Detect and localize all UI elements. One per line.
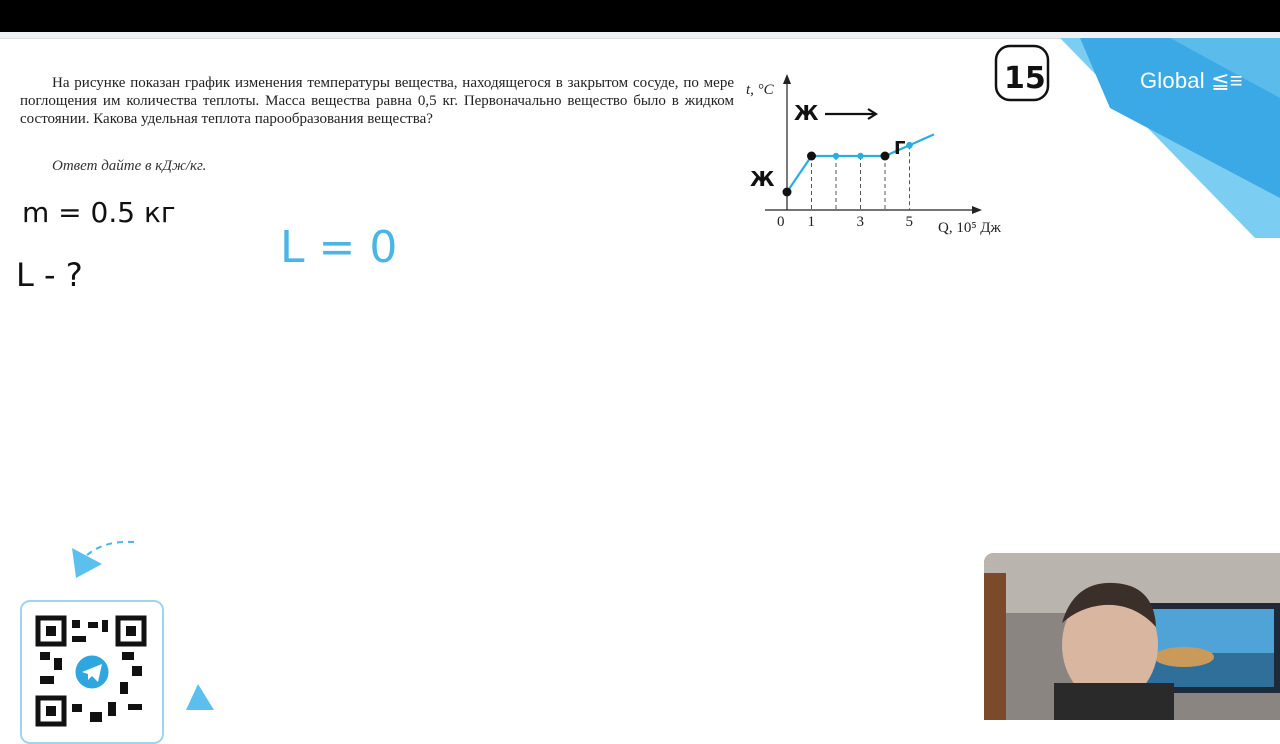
marker-liquid: Ж — [750, 167, 775, 191]
telegram-icon — [72, 652, 112, 692]
x-axis-arrow — [972, 206, 982, 214]
given-mass: m = 0.5 кг — [22, 196, 176, 229]
data-point — [833, 153, 839, 159]
x-tick-label: 1 — [807, 214, 815, 230]
brand-logo: Global ≦≡ — [1140, 68, 1243, 93]
data-point — [807, 152, 816, 161]
problem-statement — [20, 74, 734, 128]
qr-code-box[interactable] — [20, 600, 164, 744]
arrow-head-top — [72, 548, 102, 578]
answer-hint: Ответ дайте в кДж/кг. — [52, 158, 207, 174]
webcam-video — [984, 553, 1280, 720]
x-tick-label: 5 — [905, 214, 913, 230]
x-tick-label: 0 — [777, 214, 785, 230]
top-black-bar — [0, 0, 1280, 32]
task-number: 15 — [1004, 61, 1046, 96]
marker-boil: Ж — [794, 101, 819, 125]
formula: L = 0 — [280, 222, 398, 273]
x-axis-label: Q, 10⁵ Дж — [938, 220, 1001, 236]
data-point — [881, 152, 890, 161]
decorative-arrow-top — [82, 542, 134, 560]
data-point — [857, 153, 863, 159]
arrow-head-bottom — [186, 684, 214, 710]
y-axis-arrow — [783, 74, 791, 84]
y-axis-label: t, °C — [746, 82, 774, 98]
unknown-quantity: L - ? — [16, 256, 83, 294]
data-point — [906, 142, 912, 148]
x-tick-label: 3 — [856, 214, 864, 230]
data-point — [783, 188, 792, 197]
handwritten-arrow — [825, 109, 876, 119]
x-tick-labels — [777, 214, 913, 230]
problem-text: На рисунке показан график изменения температуры вещества, находящегося в закрытом сосуде, по мере поглощения им количества теплоты. Масса вещества равна 0,5 кг. Первоначально вещество было в жидком состоянии. Какова удельная теплота парообразования вещества? — [20, 75, 734, 127]
temperature-chart — [740, 70, 1030, 240]
webcam-scene — [984, 553, 1280, 720]
marker-gas: Г — [894, 138, 906, 159]
